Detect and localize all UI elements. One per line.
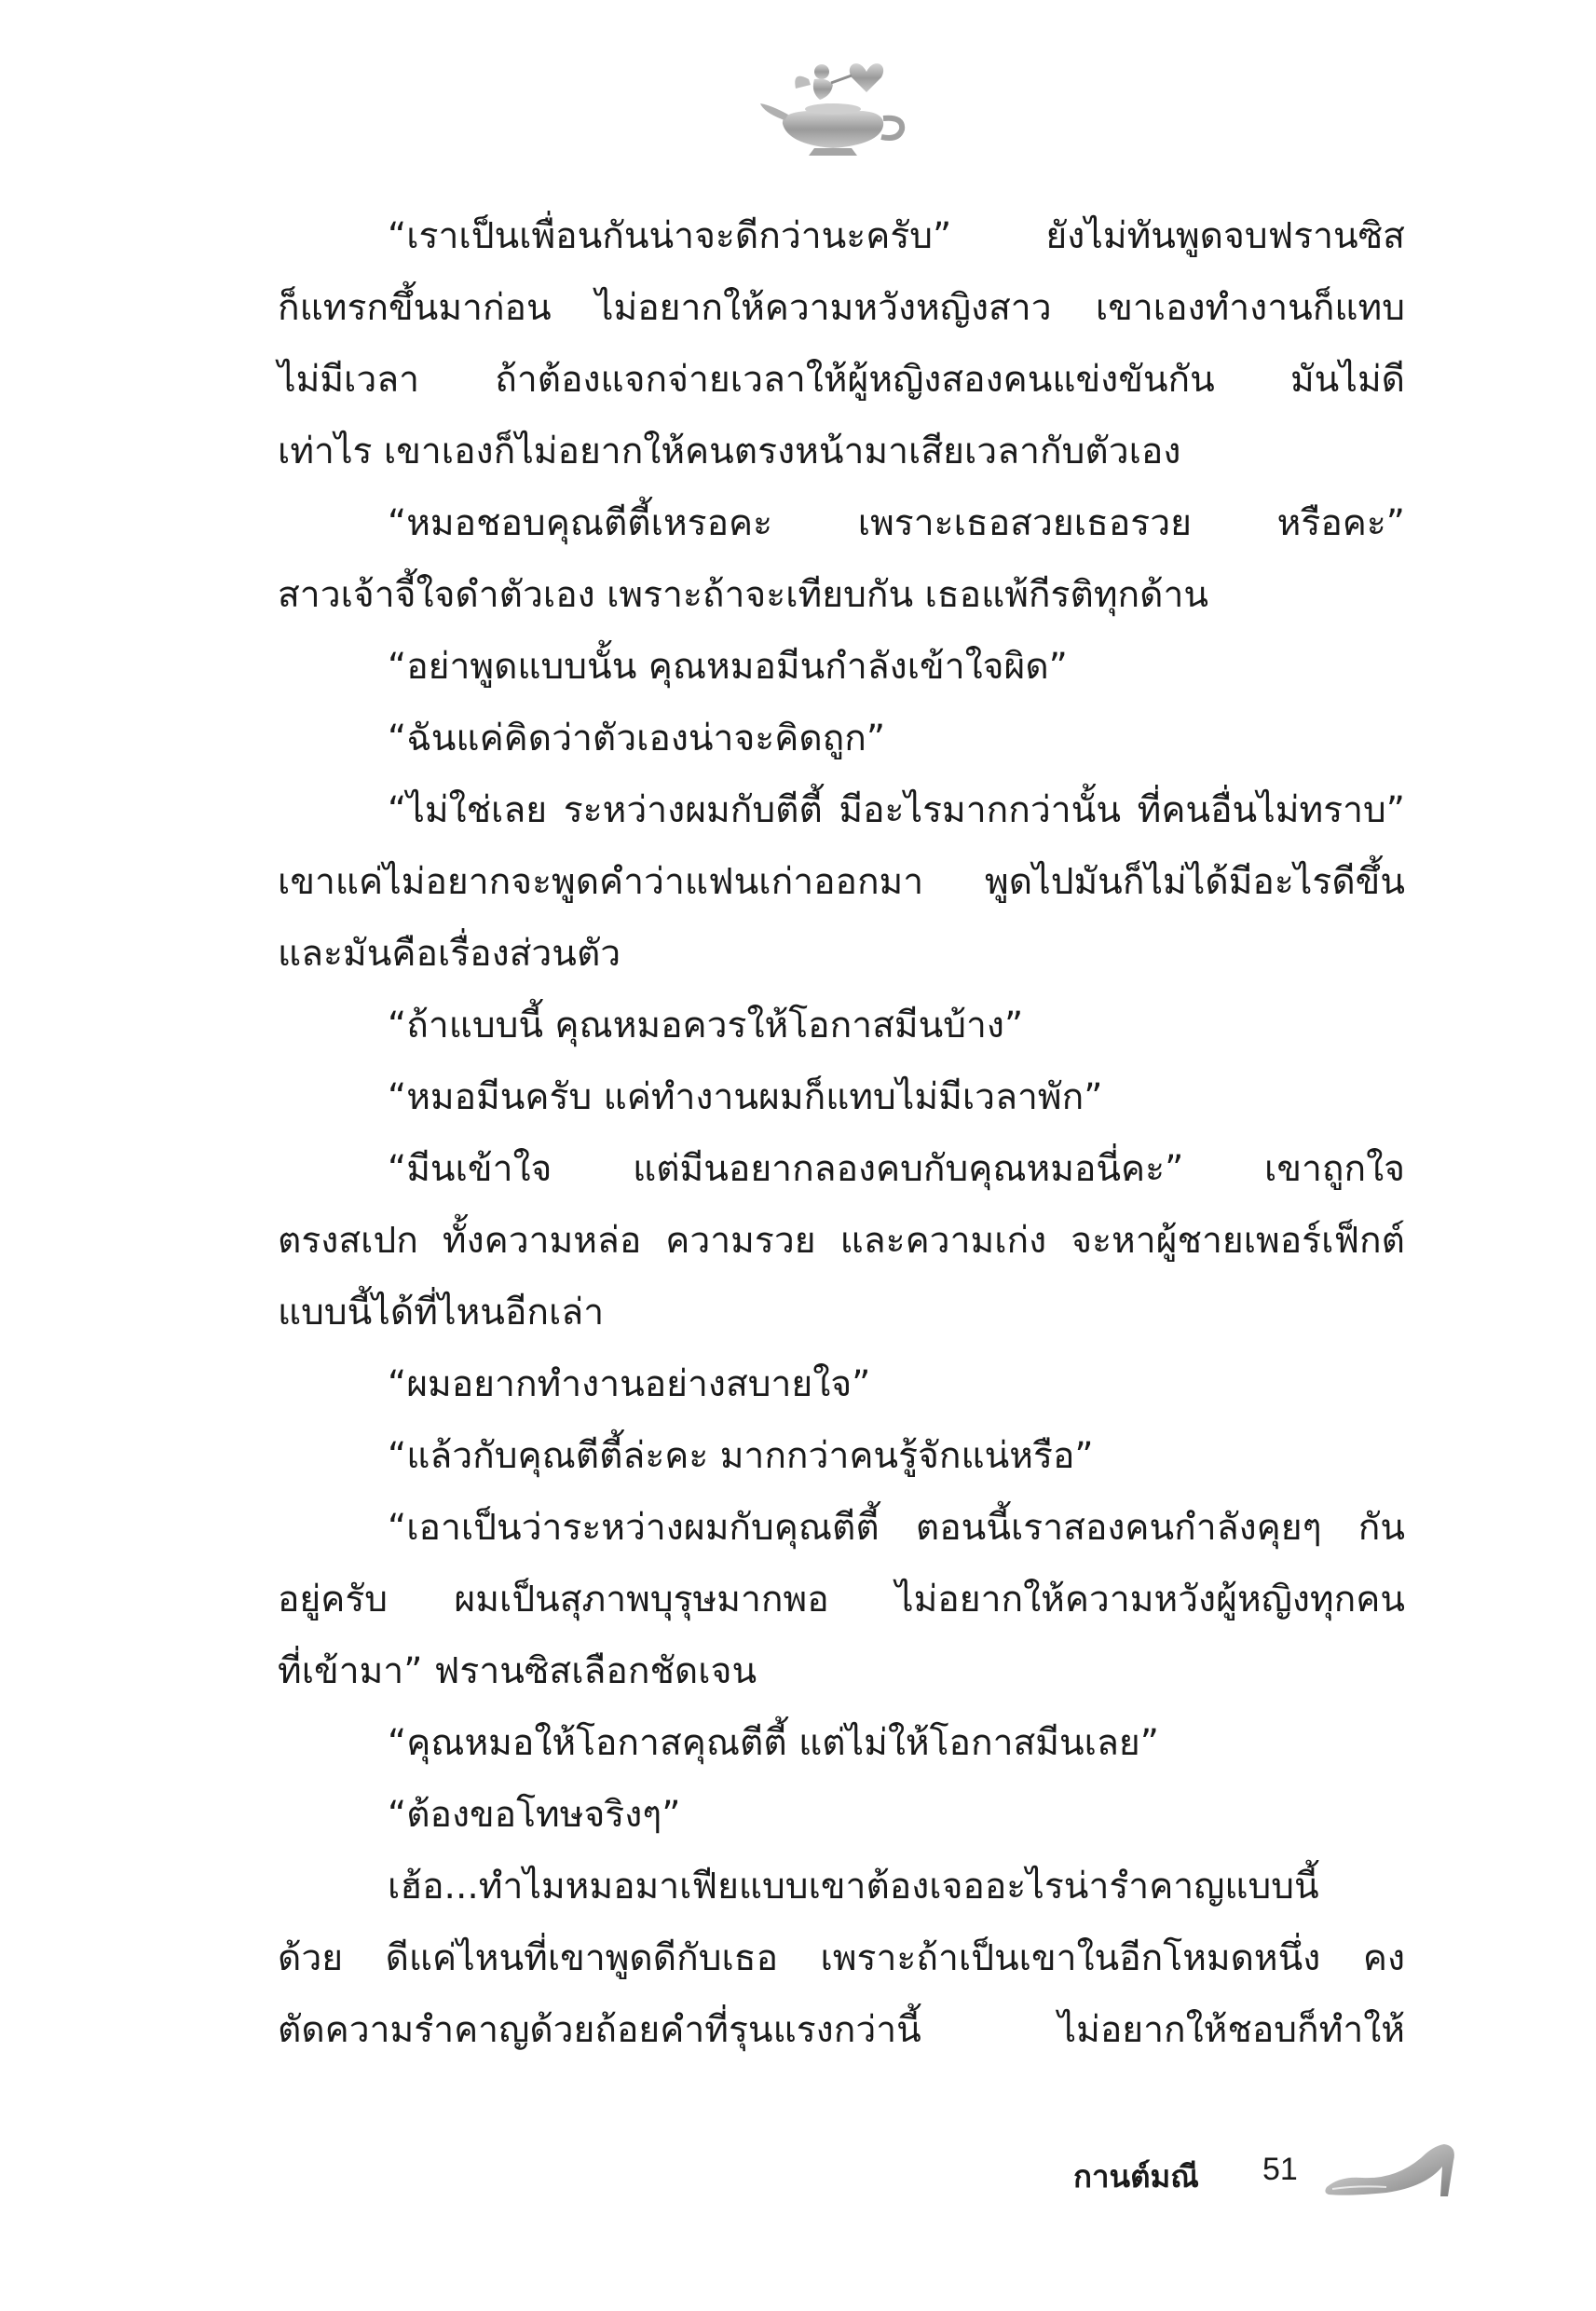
- text-line: ไม่มีเวลา ถ้าต้องแจกจ่ายเวลาให้ผู้หญิงสองคนแข่งขันกัน มันไม่ดี: [278, 359, 1405, 401]
- text-line: เขาแค่ไม่อยากจะพูดคำว่าแฟนเก่าออกมา พูดไปมันก็ไม่ได้มีอะไรดีขึ้น: [278, 861, 1405, 903]
- text-line: “แล้วกับคุณตีตี้ล่ะคะ มากกว่าคนรู้จักแน่หรือ”: [388, 1435, 1094, 1477]
- cupid-teapot-icon: [755, 51, 913, 163]
- text-line: ตรงสเปก ทั้งความหล่อ ความรวย และความเก่ง จะหาผู้ชายเพอร์เฟ็กต์: [278, 1220, 1405, 1262]
- page-number: 51: [1262, 2152, 1298, 2187]
- text-line: “อย่าพูดแบบนั้น คุณหมอมีนกำลังเข้าใจผิด”: [388, 646, 1068, 688]
- text-line: สาวเจ้าจี้ใจดำตัวเอง เพราะถ้าจะเทียบกัน เธอแพ้กีรติทุกด้าน: [278, 574, 1209, 616]
- page-footer: [1071, 2139, 1463, 2204]
- book-title: กานต์มณี: [1073, 2158, 1199, 2195]
- text-line: “เราเป็นเพื่อนกันน่าจะดีกว่านะครับ” ยังไม่ทันพูดจบฟรานซิส: [388, 215, 1405, 257]
- text-line: “ฉันแค่คิดว่าตัวเองน่าจะคิดถูก”: [388, 718, 886, 759]
- text-line: อยู่ครับ ผมเป็นสุภาพบุรุษมากพอ ไม่อยากให้ความหวังผู้หญิงทุกคน: [278, 1579, 1405, 1620]
- text-line: ด้วย ดีแค่ไหนที่เขาพูดดีกับเธอ เพราะถ้าเป็นเขาในอีกโหมดหนึ่ง คง: [278, 1937, 1405, 1979]
- text-line: “ต้องขอโทษจริงๆ”: [388, 1794, 681, 1836]
- text-line: และมันคือเรื่องส่วนตัว: [278, 933, 621, 975]
- text-line: ตัดความรำคาญด้วยถ้อยคำที่รุนแรงกว่านี้ ไม่อยากให้ชอบก็ทำให้: [278, 2009, 1405, 2051]
- text-line: “หมอชอบคุณตีตี้เหรอคะ เพราะเธอสวยเธอรวย หรือคะ”: [388, 502, 1405, 544]
- text-line: “มีนเข้าใจ แต่มีนอยากลองคบกับคุณหมอนี่คะ” เขาถูกใจ: [388, 1148, 1405, 1190]
- text-line: “เอาเป็นว่าระหว่างผมกับคุณตีตี้ ตอนนี้เราสองคนกำลังคุยๆ กัน: [388, 1507, 1405, 1549]
- text-line: “ผมอยากทำงานอย่างสบายใจ”: [388, 1363, 871, 1405]
- text-line: “คุณหมอให้โอกาสคุณตีตี้ แต่ไม่ให้โอกาสมีนเลย”: [388, 1722, 1159, 1764]
- body-text: [278, 200, 1405, 2066]
- text-line: ที่เข้ามา” ฟรานซิสเลือกชัดเจน: [278, 1650, 757, 1692]
- text-line: เท่าไร เขาเองก็ไม่อยากให้คนตรงหน้ามาเสียเวลากับตัวเอง: [278, 431, 1181, 472]
- text-line: แบบนี้ได้ที่ไหนอีกเล่า: [278, 1292, 605, 1333]
- text-line: “ไม่ใช่เลย ระหว่างผมกับตีตี้ มีอะไรมากกว่านั้น ที่คนอื่นไม่ทราบ”: [388, 789, 1405, 831]
- text-line: “ถ้าแบบนี้ คุณหมอควรให้โอกาสมีนบ้าง”: [388, 1005, 1024, 1046]
- high-heel-shoe-icon: [1321, 2139, 1461, 2202]
- text-line: ก็แทรกขึ้นมาก่อน ไม่อยากให้ความหวังหญิงสาว เขาเองทำงานก็แทบ: [278, 287, 1405, 329]
- text-line: “หมอมีนครับ แค่ทำงานผมก็แทบไม่มีเวลาพัก”: [388, 1076, 1103, 1118]
- text-line: เฮ้อ...ทำไมหมอมาเฟียแบบเขาต้องเจออะไรน่ารำคาญแบบนี้: [388, 1866, 1319, 1908]
